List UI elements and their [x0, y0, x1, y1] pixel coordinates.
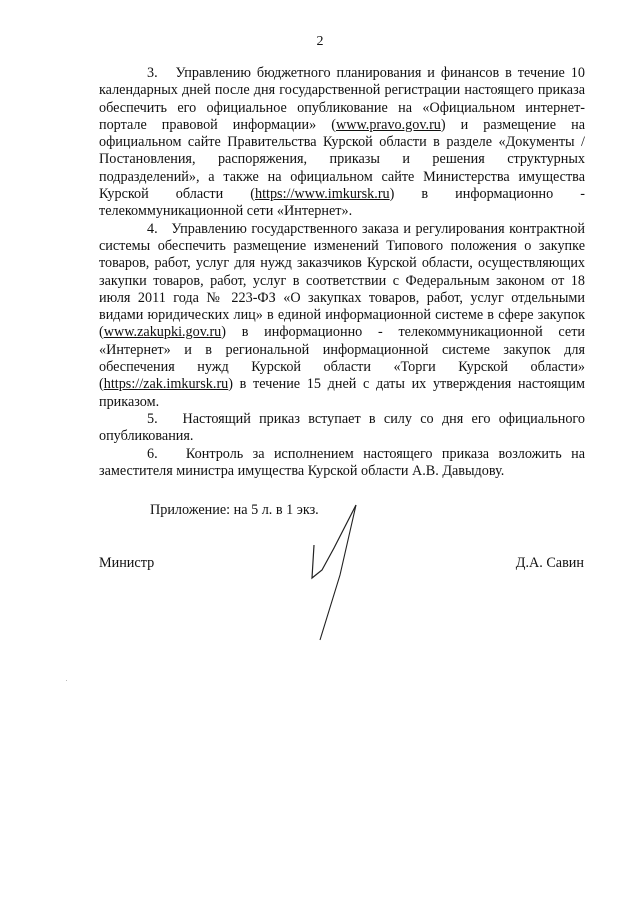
page-number: 2 — [316, 34, 324, 49]
url-link[interactable]: www.zakupki.gov.ru — [103, 324, 222, 341]
paragraph-p5 — [99, 411, 585, 446]
paragraph-text: ) в информационно - телекоммуникационной сети «Интернет». — [99, 186, 586, 220]
paragraph-p4 — [99, 221, 585, 411]
paragraph-p6 — [99, 446, 585, 481]
paragraph-text: ) в течение 15 дней с даты их утверждения настоящим приказом. — [99, 376, 585, 410]
paragraph-text: 4. Управлению государственного заказа и регулирования контрактной системы обеспечить размещение изменений Типового положения о закупке товаров, работ, услуг для нужд заказчиков Курской области, осуществляющих закупки товаров, работ, услуг в соответствии с Федеральным законом от 18 июля 2011 года № 223-ФЗ «О закупках товаров, работ, услуг отдельными видами юридических лиц» в единой информационной системе в сфере закупок ( — [99, 220, 585, 341]
paragraph-text: 6. Контроль за исполнением настоящего приказа возложить на заместителя министра имущества Курской области А.В. Давыдову. — [99, 445, 585, 479]
paragraph-text: 3. Управлению бюджетного планирования и финансов в течение 10 календарных дней после дня государственной регистрации настоящего приказа обеспечить его официальное опубликование на «Официальном интернет-портале правовой информации» ( — [99, 65, 585, 133]
paragraph-text: ) в информационно - телекоммуникационной сети «Интернет» и в региональной информационной системе закупок для обеспечения нужд Курской области «Торги Курской области» ( — [99, 324, 585, 393]
document-body — [99, 65, 585, 480]
signer-title: Министр — [99, 555, 155, 571]
paragraph-text: ) и размещение на официальном сайте Правительства Курской области в разделе «Документы /Постановления, распоряжения, приказы и решения структурных подразделений», а также на официальном сайте Министерства имущества Курской области ( — [99, 116, 585, 203]
url-link[interactable]: https://www.imkursk.ru — [254, 186, 390, 203]
handwritten-signature — [300, 500, 380, 650]
attachment-note: Приложение: на 5 л. в 1 экз. — [150, 502, 319, 518]
signer-name: Д.А. Савин — [515, 555, 584, 571]
url-link[interactable]: www.pravo.gov.ru — [335, 116, 441, 133]
scan-speck — [66, 680, 67, 681]
paragraph-p3 — [99, 65, 585, 221]
paragraph-text: 5. Настоящий приказ вступает в силу со дня его официального опубликования. — [99, 410, 585, 445]
url-link[interactable]: https://zak.imkursk.ru — [103, 376, 229, 393]
